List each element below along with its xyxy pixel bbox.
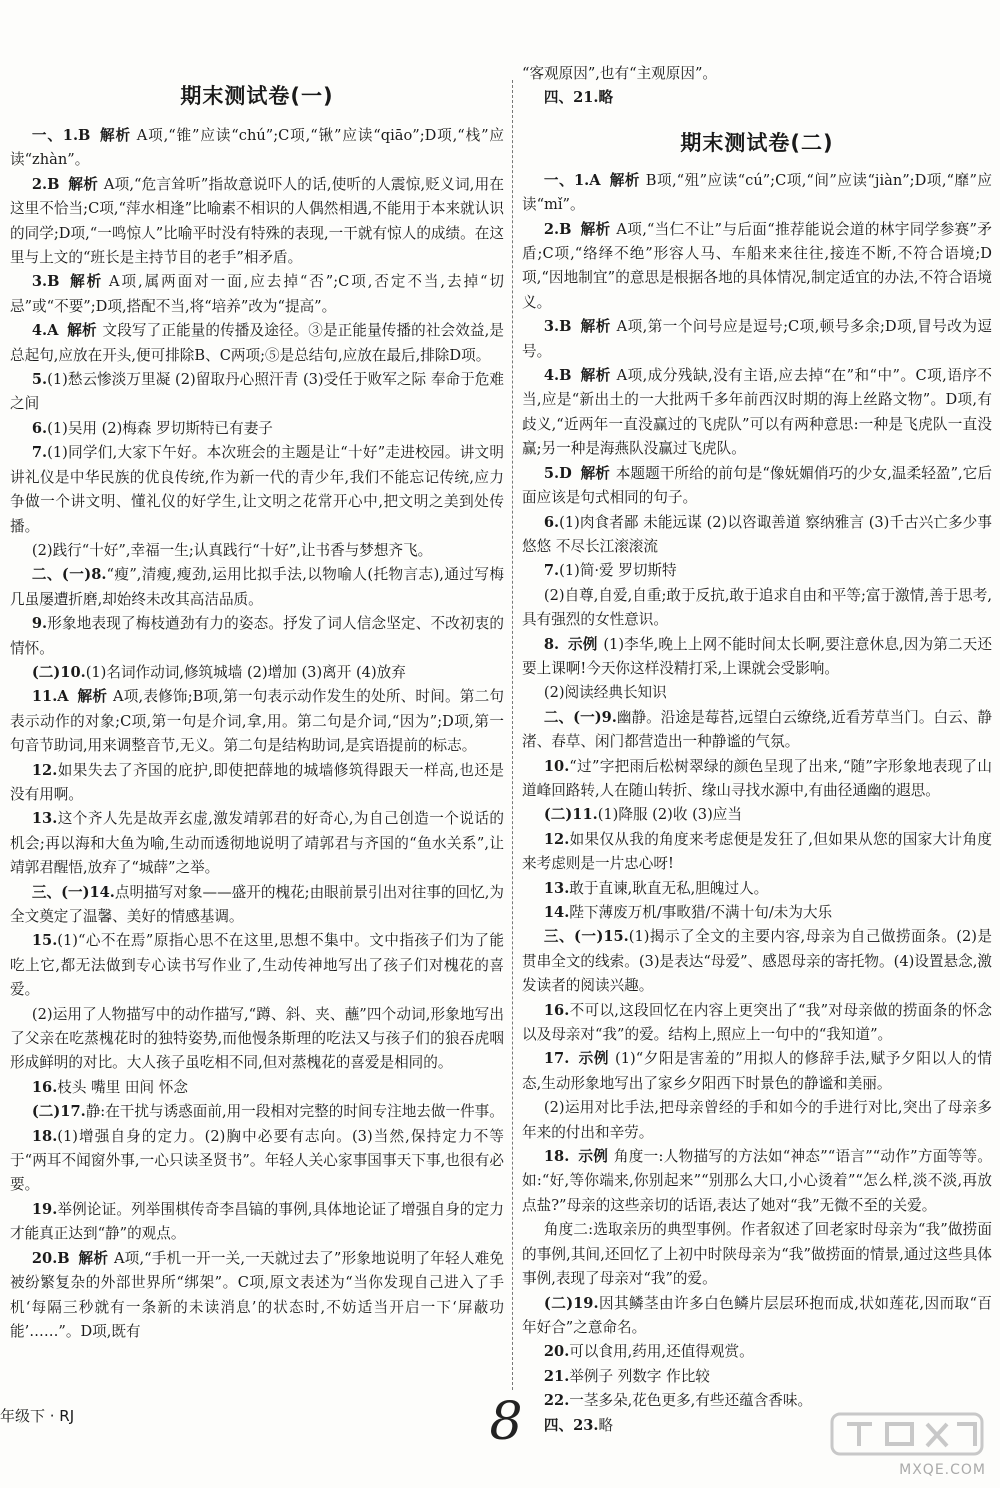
answer-text: 文段写了正能量的传播及途径。③是正能量传播的社会效益,是总起句,应放在开头,便可排除B、C两项;⑤是总结句,应放在最后,排除D项。: [10, 322, 504, 364]
answer-paragraph: [10, 661, 504, 685]
answer-text: 角度二:选取亲历的典型事例。作者叙述了回老家时母亲为“我”做捞面的事例,其间,还回忆了上初中时陕母亲为“我”做捞面的情景,通过这些具体事例,表现了母亲对“我”的爱。: [522, 1221, 992, 1288]
answer-text: (1)“夕阳是害羞的”用拟人的修辞手法,赋予夕阳以人的情态,生动形象地写出了家乡夕阳西下时景色的静谧和美丽。: [522, 1050, 992, 1092]
answer-text: 举例论证。列举围棋传奇李昌镐的事例,具体地论证了增强自身的定力才能真正达到“静”的观点。: [10, 1200, 504, 1243]
answer-text: (1)肉食者鄙 未能远谋 (2)以咨诹善道 察纳雅言 (3)千古兴亡多少事 悠悠 不尽长江滚滚流: [522, 513, 992, 555]
question-number: (二)19.: [543, 1294, 599, 1312]
question-number: 22.: [543, 1392, 570, 1410]
question-number: 20.: [543, 1343, 570, 1361]
question-number: 3.B: [543, 318, 572, 336]
answer-paragraph: [522, 218, 992, 316]
answer-paragraph: [522, 1096, 992, 1145]
right-answers: [522, 169, 992, 1438]
right-column: [522, 62, 993, 1434]
continuation-text: “客观原因”,也有“主观原因”。: [522, 65, 718, 82]
answer-paragraph: [10, 881, 504, 930]
answer-tag: 解析: [580, 318, 611, 336]
answer-paragraph: [522, 706, 992, 755]
question-number: 18.: [543, 1148, 570, 1166]
question-number: 21.: [543, 1367, 570, 1385]
answer-text: (1)吴用 (2)梅森 罗切斯特已有妻子: [47, 419, 273, 437]
answer-paragraph: [522, 877, 992, 901]
answer-paragraph: [10, 124, 504, 173]
answer-text: 幽静。沿途是莓苔,远望白云缭绕,近看芳草当门。白云、静渚、春草、闲门都营造出一种静谧的气氛。: [522, 708, 993, 751]
answer-paragraph: [10, 1100, 504, 1124]
answer-tag: 解析: [78, 1249, 109, 1267]
question-number: 5.: [31, 371, 48, 389]
answer-text: A项,属两面对一面,应去掉“否”;C项,否定不当,去掉“切忌”或“不要”;D项,搭配不当,将“培养”改为“提高”。: [10, 273, 504, 315]
answer-text: “瘦”,清瘦,瘦劲,运用比拟手法,以物喻人(托物言志),通过写梅几虽屡遭折磨,却始终未改其高洁品质。: [10, 566, 504, 608]
question-number: (二)11.: [543, 806, 598, 824]
question-number: 20.B: [31, 1249, 70, 1267]
answer-paragraph: [522, 559, 992, 583]
answer-text: (2)践行“十好”,幸福一生;认真践行“十好”,让书香与梦想齐飞。: [31, 541, 433, 559]
answer-paragraph: [10, 807, 504, 880]
answer-paragraph: [10, 539, 504, 563]
answer-text: A项,第一个问号应是逗号;C项,顿号多余;D项,冒号改为逗号。: [522, 318, 992, 360]
answer-text: 如果失去了齐国的庇护,即使把薛地的城墙修筑得跟天一样高,也还是没有用啊。: [10, 761, 504, 803]
answer-paragraph: [10, 368, 504, 417]
answer-tag: 解析: [609, 171, 640, 189]
answer-text: (1)“心不在焉”原指心思不在这里,思想不集中。文中指孩子们为了能吃上它,都无法做到专心读书写作业了,生动传神地写出了孩子们对槐花的喜爱。: [10, 932, 504, 999]
watermark-text: MXQE.COM: [899, 1462, 986, 1478]
answer-paragraph: [10, 1125, 504, 1198]
answer-tag: 示例: [578, 1148, 609, 1166]
answer-text: 角度一:人物描写的方法如“神态”“语言”“动作”方面等等。如:“好,等你端来,你别起来”“别那么大口,小心烫着”“怎么样,淡不淡,再放点盐?”母亲的这些亲切的话语,表达了她对“我”无微不至的关爱。: [522, 1148, 992, 1214]
question-number: 7.: [31, 444, 48, 462]
answer-text: B项,“殂”应读“cú”;C项,“间”应读“jiàn”;D项,“靡”应读“mǐ”。: [522, 171, 992, 214]
answer-tag: 解析: [580, 367, 611, 385]
answer-paragraph: [10, 1198, 504, 1247]
answer-paragraph: [10, 563, 504, 612]
answer-paragraph: [10, 929, 504, 1002]
answer-paragraph: [10, 173, 504, 271]
question-number: 三、(一)15.: [543, 928, 629, 946]
answer-paragraph: [522, 1218, 992, 1291]
question-number: 一、1.A: [543, 171, 601, 189]
answer-paragraph: [10, 759, 504, 808]
question-number: 三、(一)14.: [31, 883, 115, 901]
answer-text: 不可以,这段回忆在内容上更突出了“我”对母亲做的捞面条的怀念以及母亲对“我”的爱。结构上,照应上一句中的“我知道”。: [522, 1001, 992, 1044]
question-number: 16.: [543, 1001, 570, 1019]
answer-text: “过”字把雨后松树翠绿的颜色呈现了出来,“随”字形象地表现了山道峰回路转,人在随山转折、缘山寻找水源中,有曲径通幽的遐思。: [522, 757, 992, 799]
exam-title-1: 期末测试卷(一): [180, 84, 334, 108]
answer-text: 因其鳞茎由许多白色鳞片层层环抱而成,状如莲花,因而取“百年好合”之意命名。: [522, 1294, 993, 1336]
question-number: 13.: [31, 810, 58, 828]
answer-tag: 示例: [578, 1050, 610, 1068]
answer-tag: 示例: [567, 635, 598, 653]
answer-text: A项,成分残缺,没有主语,应去掉“在”和“中”。C项,语序不当,应是“新出土的一大批两千多年前西汉时期的海上丝路文物”。D项,有歧义,“近两年一直没赢过的飞虎队”可以有两种意思:一种是飞虎队一直没赢;另一种是海燕队没赢过飞虎队。: [522, 367, 992, 458]
answer-text: 静:在干扰与诱惑面前,用一段相对完整的时间专注地去做一件事。: [85, 1103, 504, 1121]
answer-text: 这个齐人先是故弄玄虚,激发靖郭君的好奇心,为自己创造一个说话的机会;再以海和大鱼为喻,生动而透彻地说明了靖郭君与齐国的“鱼水关系”,让靖郭君醒悟,放弃了“城薛”之举。: [10, 810, 504, 877]
left-column: [10, 62, 504, 1392]
answer-text: 陛下薄废万机/事畋猎/不满十旬/未为大乐: [569, 904, 833, 921]
question-number: 17.: [543, 1050, 570, 1068]
answer-paragraph: [10, 1247, 504, 1345]
answer-text: 一茎多朵,花色更多,有些还蕴含香味。: [569, 1392, 813, 1410]
question-number: 15.: [31, 932, 58, 950]
answer-paragraph: [522, 901, 992, 925]
answer-tag: 解析: [67, 322, 97, 340]
question-number: 二、(一)8.: [31, 566, 107, 584]
answer-text: 举例子 列数字 作比较: [569, 1367, 710, 1385]
question-number: 8.: [543, 635, 560, 653]
answer-text: (1)降服 (2)收 (3)应当: [597, 806, 742, 824]
question-number: 10.: [543, 757, 570, 775]
answer-text: (1)名词作动词,修筑城墙 (2)增加 (3)离开 (4)放弃: [85, 663, 406, 681]
answer-paragraph: [10, 441, 504, 539]
answer-tag: 解析: [77, 688, 108, 706]
answer-paragraph: [522, 681, 992, 705]
answer-text: (1)简·爱 罗切斯特: [559, 562, 677, 580]
answer-text: A项,“锥”应读“chú”;C项,“锹”应读“qiāo”;D项,“栈”应读“zhàn”。: [10, 127, 504, 169]
answer-paragraph: [522, 1340, 992, 1364]
answer-paragraph: [10, 270, 504, 319]
answer-text: A项,“危言耸听”指故意说吓人的话,使听的人震惊,贬义词,用在这里不恰当;C项,“萍水相逢”比喻素不相识的人偶然相遇,不能用于本来就认识的同学;D项,“一鸣惊人”比喻平时没有特殊的表现,一干就有惊人的成绩。在这里与上文的“班长是主持节目的老手”相矛盾。: [10, 175, 504, 267]
answer-tag: 解析: [99, 127, 131, 144]
exam-title-2: 期末测试卷(二): [680, 130, 834, 155]
answer-tag: 解析: [580, 464, 610, 482]
answer-text: (1)增强自身的定力。(2)胸中必要有志向。(3)当然,保持定力不等于“两耳不闻窗外事,一心只读圣贤书”。年轻人关心家事国事天下事,也很有必要。: [10, 1127, 504, 1194]
answer-paragraph: [522, 584, 992, 633]
question-number: 9.: [31, 615, 48, 633]
answer-paragraph: [10, 685, 504, 758]
answer-tag: 解析: [68, 273, 104, 291]
answer-paragraph: [522, 755, 992, 804]
answer-paragraph: [522, 511, 992, 560]
column-divider: [512, 80, 513, 1390]
question-number: 四、23.: [543, 1416, 599, 1434]
answer-text: A项,“当仁不让”与后面“推荐能说会道的林宇同学参赛”矛盾;C项,“络绎不绝”形容人马、车船来来往往,接连不断,不符合语境;D项,“因地制宜”的意思是根据各地的具体情况,制定适宜的办法,不符合语境义。: [522, 220, 992, 311]
answer-paragraph: [522, 462, 992, 511]
question-number: 3.B: [31, 273, 60, 291]
question-number: 一、1.B: [31, 127, 91, 144]
question-number: 4.A: [31, 322, 59, 340]
answer-paragraph: [522, 1047, 992, 1096]
answer-text: A项,表修饰;B项,第一句表示动作发生的处所、时间。第二句表示动作的对象;C项,第一句是介词,拿,用。第二句是介词,“因为”;D项,第一句音节助词,用来调整音节,无义。第二句是结构助词,是宾语提前的标志。: [10, 688, 504, 755]
answer-text: (2)自尊,自爱,自重;敢于反抗,敢于追求自由和平等;富于激情,善于思考,具有强烈的女性意识。: [522, 586, 992, 629]
answer-paragraph: [522, 1145, 992, 1218]
question-number: 二、(一)9.: [543, 708, 617, 726]
answer-paragraph: [522, 364, 992, 462]
answer-paragraph: [10, 1003, 504, 1076]
grade-label: 年级下 · RJ: [0, 1407, 75, 1425]
question-number: 11.A: [31, 688, 69, 706]
answer-text: 略: [598, 1416, 614, 1434]
answer-text: (1)李华,晚上上网不能时间太长啊,要注意休息,因为第二天还要上课啊!今天你这样没精打采,上课就会受影响。: [522, 635, 992, 677]
question-number: 2.B: [543, 220, 572, 238]
answer-text: 点明描写对象——盛开的槐花;由眼前景引出对往事的回忆,为全文奠定了温馨、美好的情感基调。: [10, 883, 504, 925]
answer-text: 形象地表现了梅枝遒劲有力的姿态。抒发了词人信念坚定、不改初衷的情怀。: [10, 615, 504, 657]
answer-paragraph: [522, 803, 992, 827]
question-number: (二)17.: [31, 1103, 86, 1121]
answer-paragraph: [522, 169, 992, 218]
question-21: 四、21.略: [543, 89, 614, 107]
answer-text: (1)愁云惨淡万里凝 (2)留取丹心照汗青 (3)受任于败军之际 奉命于危难之间: [10, 371, 504, 413]
answer-text: 如果仅从我的角度来考虑便是发狂了,但如果从您的国家大计角度来考虑则是一片忠心呀!: [522, 830, 992, 873]
answer-tag: 解析: [580, 220, 611, 238]
answer-paragraph: [10, 417, 504, 441]
question-number: 4.B: [543, 367, 572, 385]
question-number: 5.D: [543, 464, 572, 482]
question-number: 18.: [31, 1127, 58, 1145]
question-number: 19.: [31, 1200, 58, 1218]
answer-paragraph: [522, 1365, 992, 1389]
question-number: 7.: [543, 562, 560, 580]
answer-paragraph: [522, 828, 992, 877]
answer-paragraph: [522, 999, 992, 1048]
answer-text: A项,“手机一开一关,一天就过去了”形象地说明了年轻人难免被纷繁复杂的外部世界所“绑架”。C项,原文表述为“当你发现自己进入了手机‘每隔三秒就有一条新的未读消息’的状态时,不妨适当开启一下‘屏蔽功能’……”。D项,既有: [10, 1249, 504, 1340]
answer-paragraph: [10, 319, 504, 368]
answer-text: 敢于直谏,耿直无私,胆魄过人。: [569, 879, 769, 897]
answer-text: 可以食用,药用,还值得观赏。: [569, 1343, 754, 1361]
answer-text: 枝头 嘴里 田间 怀念: [57, 1078, 188, 1096]
answer-paragraph: [522, 1292, 992, 1341]
page-number: 8: [489, 1392, 523, 1452]
question-number: (二)10.: [31, 663, 86, 681]
answer-paragraph: [10, 1076, 504, 1100]
question-number: 12.: [31, 761, 58, 779]
answer-text: 本题题干所给的前句是“像妩媚俏巧的少女,温柔轻盈”,它后面应该是句式相同的句子。: [522, 464, 992, 507]
answer-text: (2)阅读经典长知识: [543, 684, 667, 702]
answer-paragraph: [10, 612, 504, 661]
answer-paragraph: [522, 925, 992, 998]
answer-tag: 解析: [68, 175, 99, 193]
answer-text: (2)运用对比手法,把母亲曾经的手和如今的手进行对比,突出了母亲多年来的付出和辛劳。: [522, 1099, 992, 1141]
question-number: 6.: [543, 513, 560, 531]
answer-text: (1)同学们,大家下午好。本次班会的主题是让“十好”走进校园。讲文明讲礼仪是中华民族的优良传统,作为新一代的青少年,我们不能忘记传统,应力争做一个讲文明、懂礼仪的好学生,让文明之花常开心中,把文明之美到处传播。: [10, 444, 504, 535]
question-number: 13.: [543, 879, 570, 897]
answer-paragraph: [522, 633, 992, 682]
question-number: 6.: [31, 419, 48, 437]
question-number: 14.: [543, 904, 570, 921]
answer-text: (2)运用了人物描写中的动作描写,“蹲、斜、夹、蘸”四个动词,形象地写出了父亲在吃蒸槐花时的独特姿势,而他慢条斯理的吃法又与孩子们的狼吞虎咽形成鲜明的对比。大人孩子虽吃相不同,但对蒸槐花的喜爱是相同的。: [10, 1005, 504, 1072]
question-number: 12.: [543, 830, 570, 848]
left-answers: [10, 124, 504, 1344]
question-number: 2.B: [31, 175, 60, 193]
answer-paragraph: [522, 315, 992, 364]
answer-text: (1)揭示了全文的主要内容,母亲为自己做捞面条。(2)是贯串全文的线索。(3)是表达“母爱”、感恩母亲的寄托物。(4)设置悬念,激发读者的阅读兴趣。: [522, 928, 992, 995]
question-number: 16.: [31, 1078, 58, 1096]
